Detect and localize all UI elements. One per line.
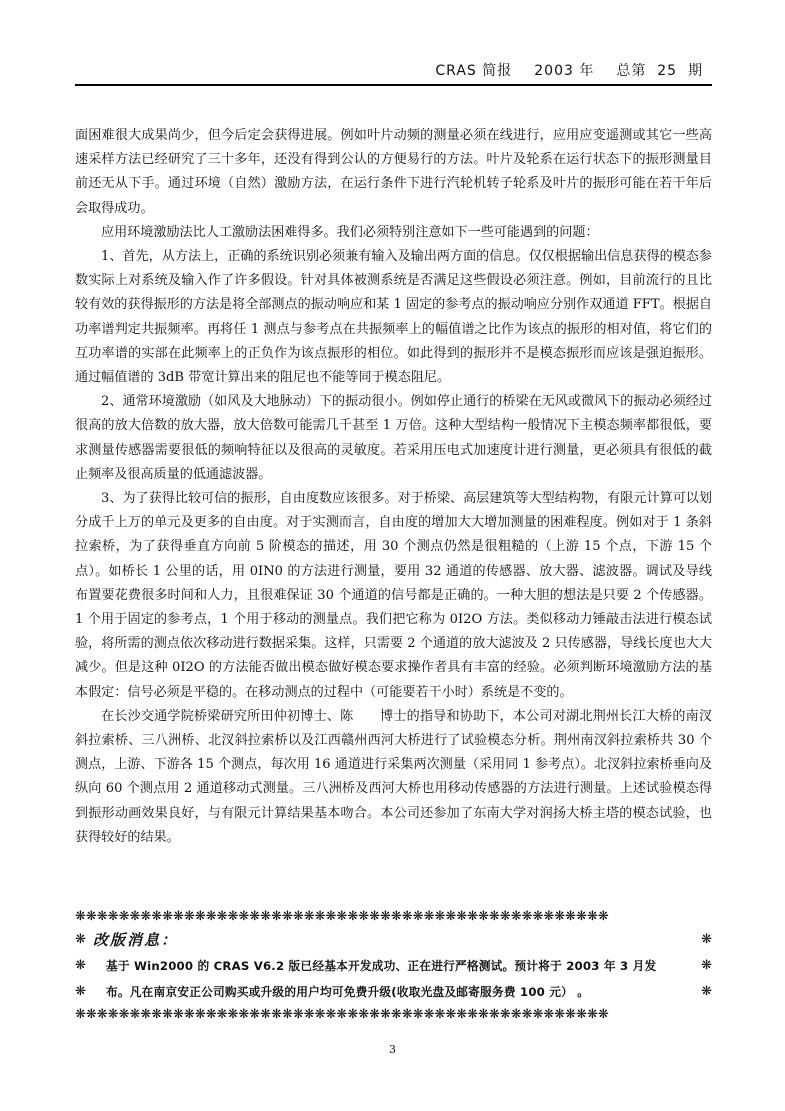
star-icon: ❋ — [75, 958, 86, 973]
star-icon: ❋ — [701, 932, 712, 947]
notice-title: 改版消息： — [93, 931, 179, 949]
star-icon: ❋ — [701, 958, 712, 973]
page-number: 3 — [389, 1043, 396, 1056]
header-issue-number: 25 — [657, 63, 678, 79]
header-journal: CRAS 简报 — [435, 63, 513, 79]
notice-line-1 — [75, 953, 712, 979]
notice-text-2: 布。凡在南京安正公司购买或升级的用户均可免费升级(收取光盘及邮寄服务费 100 元） 。 — [106, 985, 590, 999]
paragraph: 2、通常环境激励（如风及大地脉动）下的振动很小。例如停止通行的桥梁在无风或微风下的振动必须经过很高的放大倍数的放大器，放大倍数可能需几千甚至 1 万倍。这种大型结构一般情况下主模态频率都很低，要求测量传感器需要很低的频响特征以及很高的灵敏度。若采用压电式加速度计进行测量，更必须具有很低的截止频率及很高质量的低通滤波器。 — [75, 394, 712, 482]
star-border-bottom: ❋❋❋❋❋❋❋❋❋❋❋❋❋❋❋❋❋❋❋❋❋❋❋❋❋❋❋❋❋❋❋❋❋❋❋❋❋❋❋❋❋❋❋❋❋❋❋❋❋ — [75, 1007, 609, 1022]
notice-box — [75, 907, 712, 1025]
star-icon: ❋ — [75, 932, 86, 947]
notice-line-2 — [75, 979, 712, 1005]
notice-text-1: 基于 Win2000 的 CRAS V6.2 版已经基本开发成功、正在进行严格测试。预计将于 2003 年 3 月发 — [106, 959, 657, 973]
paragraph: 1、首先，从方法上，正确的系统识别必须兼有输入及输出两方面的信息。仅仅根据输出信息获得的模态参数实际上对系统及输入作了许多假设。针对具体被测系统是否满足这些假设必须注意。例如，目前流行的且比较有效的获得振形的方法是将全部测点的振动响应和某 1 固定的参考点的振动响应分别作双通道 FFT。根据自功率谱判定共振频率。再将任 1 测点与参考点在共振频率上的幅值谱之比作为该点的振形的相对值，将它们的互功率谱的实部在此频率上的正负作为该点振形的相位。如此得到的振形并不是模态振形而应该是强迫振形。通过幅值谱的 3dB 带宽计算出来的阻尼也不能等同于模态阻尼。 — [75, 249, 712, 386]
paragraph: 应用环境激励法比人工激励法困难得多。我们必须特别注意如下一些可能遇到的问题： — [101, 224, 599, 240]
star-icon: ❋ — [701, 984, 712, 999]
header-issue-suffix: 期 — [688, 63, 703, 79]
header-rule — [75, 84, 712, 86]
running-header — [435, 60, 703, 80]
paragraph: 3、为了获得比较可信的振形，自由度数应该很多。对于桥梁、高层建筑等大型结构物，有限元计算可以划分成千上万的单元及更多的自由度。对于实测而言，自由度的增加大大增加测量的困难程度。例如对于 1 条斜拉索桥，为了获得垂直方向前 5 阶模态的描述，用 30 个测点仍然是很粗糙的（上游 15 个点，下游 15 个点）。如桥长 1 公里的话，用 0IN0 的方法进行测量，要用 32 通道的传感器、放大器、滤波器。调试及导线布置要花费很多时间和人力，且很难保证 30 个通道的信号都是正确的。一种大胆的想法是只要 2 个传感器。1 个用于固定的参考点，1 个用于移动的测量点。我们把它称为 0I2O 方法。类似移动力锤敲击法进行模态试验，将所需的测点依次移动进行数据采集。这样，只需要 2 个通道的放大滤波及 2 只传感器，导线长度也大大减少。但是这种 0I2O 的方法能否做出模态做好模态要求操作者具有丰富的经验。必须判断环境激励方法的基本假定：信号必须是平稳的。在移动测点的过程中（可能要若干小时）系统是不变的。 — [75, 491, 712, 700]
notice-title-line — [75, 927, 712, 953]
header-year: 2003 年 — [534, 63, 595, 79]
paragraph: 在长沙交通学院桥梁研究所田仲初博士、陈 博士的指导和协助下，本公司对湖北荆州长江大桥的南汊斜拉索桥、三八洲桥、北汊斜拉索桥以及江西赣州西河大桥进行了试验模态分析。荆州南汊斜拉索桥共 30 个测点，上游、下游各 15 个测点，每次用 16 通道进行采集两次测量（采用同 1 参考点）。北汊斜拉索桥垂向及纵向 60 个测点用 2 通道移动式测量。三八洲桥及西河大桥也用移动传感器的方法进行测量。上述试验模态得到振形动画效果良好，与有限元计算结果基本吻合。本公司还参加了东南大学对润扬大桥主塔的模态试验，也获得较好的结果。 — [75, 708, 712, 845]
star-icon: ❋ — [75, 984, 86, 999]
article-body — [75, 124, 712, 850]
star-border-top: ❋❋❋❋❋❋❋❋❋❋❋❋❋❋❋❋❋❋❋❋❋❋❋❋❋❋❋❋❋❋❋❋❋❋❋❋❋❋❋❋❋❋❋❋❋❋❋❋❋ — [75, 909, 609, 924]
header-issue-label: 总第 — [616, 63, 647, 79]
paragraph: 面困难很大成果尚少，但今后定会获得进展。例如叶片动频的测量必须在线进行，应用应变遥测或其它一些高速采样方法已经研究了三十多年，还没有得到公认的方便易行的方法。叶片及轮系在运行状态下的振形测量目前还无从下手。通过环境（自然）激励方法，在运行条件下进行汽轮机转子轮系及叶片的振形可能在若干年后会取得成功。 — [75, 128, 712, 216]
